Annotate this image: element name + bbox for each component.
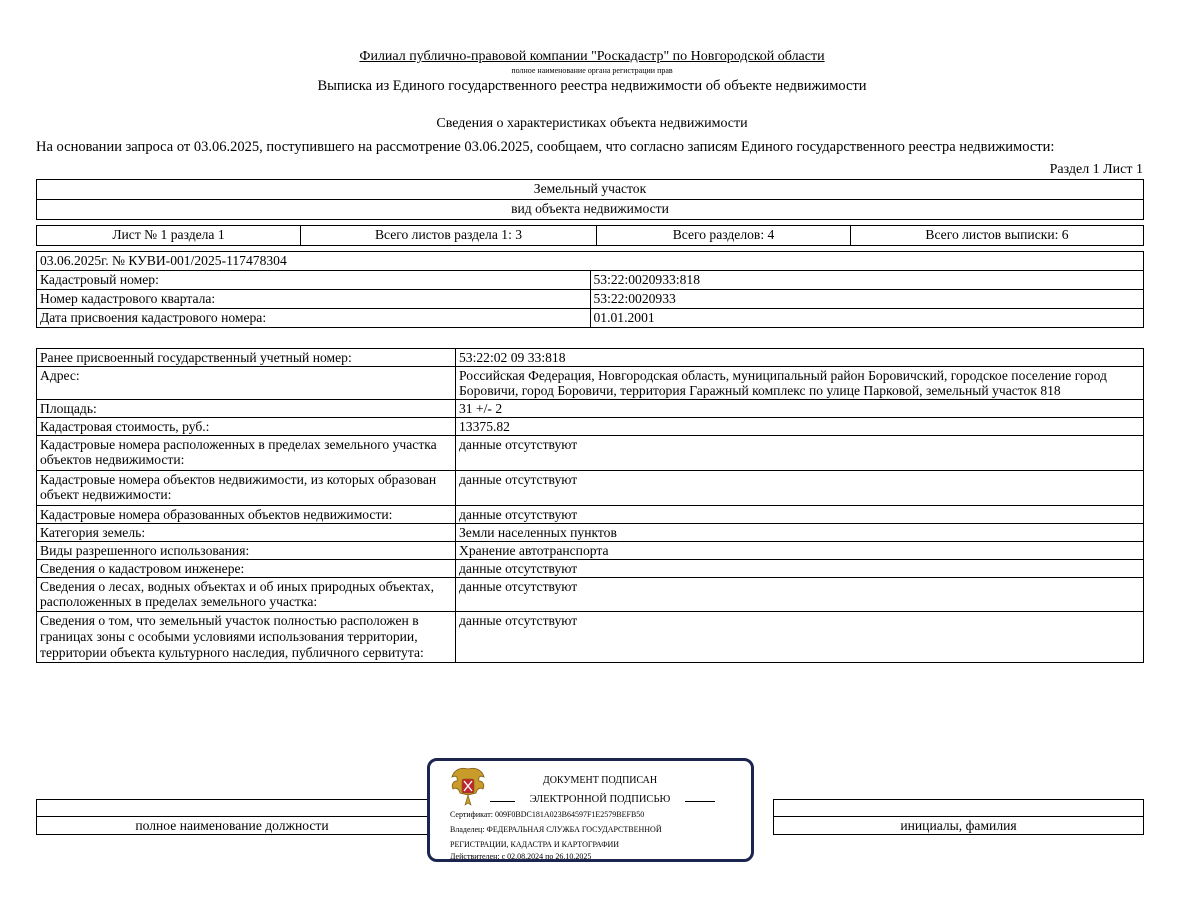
total-sections: Всего разделов: 4 [597,226,851,246]
object-type-caption: вид объекта недвижимости [37,200,1144,220]
object-type: Земельный участок [37,180,1144,200]
row-value: 01.01.2001 [590,309,1144,328]
stamp-owner-line2: РЕГИСТРАЦИИ, КАДАСТРА И КАРТОГРАФИИ [450,840,620,849]
registration-table [36,251,1144,328]
table-row [37,271,1144,290]
sheets-table [36,225,1144,246]
name-caption: инициалы, фамилия [774,817,1144,835]
document-subtitle: Сведения о характеристиках объекта недвижимости [436,116,748,131]
row-value: Хранение автотранспорта [456,542,1144,560]
row-label: Дата присвоения кадастрового номера: [37,309,591,328]
total-sheets-extract: Всего листов выписки: 6 [851,226,1144,246]
row-label: Сведения о том, что земельный участок полностью расположен в границах зоны с особыми условиями использования территории, территории объекта культурного наследия, публичного сервитута: [37,612,456,663]
table-row [37,309,1144,328]
table-row [37,436,1144,471]
request-text: На основании запроса от 03.06.2025, поступившего на рассмотрение 03.06.2025, сообщаем, что согласно записям Единого государственного реестра недвижимости: [36,139,1055,155]
sheet-number: Лист № 1 раздела 1 [37,226,301,246]
stamp-rule-left [490,801,515,802]
row-label: Кадастровые номера образованных объектов недвижимости: [37,506,456,524]
object-type-table [36,179,1144,220]
row-value: 53:22:0020933 [590,290,1144,309]
row-label: Сведения о лесах, водных объектах и об иных природных объектах, расположенных в пределах земельного участка: [37,578,456,612]
name-field [774,800,1144,817]
document-title: Выписка из Единого государственного реестра недвижимости об объекте недвижимости [317,78,867,94]
row-label: Кадастровые номера расположенных в пределах земельного участка объектов недвижимости: [37,436,456,471]
row-value: данные отсутствуют [456,612,1144,663]
table-row [37,471,1144,506]
org-name: Филиал публично-правовой компании "Роскадастр" по Новгородской области [359,49,825,64]
stamp-title-line1: ДОКУМЕНТ ПОДПИСАН [542,775,658,786]
org-caption: полное наименование органа регистрации прав [511,66,673,75]
row-label: Ранее присвоенный государственный учетный номер: [37,349,456,367]
total-sheets-section: Всего листов раздела 1: 3 [301,226,597,246]
row-label: Адрес: [37,367,456,400]
position-caption: полное наименование должности [37,817,428,835]
coat-of-arms-icon [448,765,488,809]
table-row [37,506,1144,524]
row-label: Сведения о кадастровом инженере: [37,560,456,578]
electronic-signature-stamp [427,758,754,862]
row-value: данные отсутствуют [456,506,1144,524]
table-row [37,560,1144,578]
row-value: данные отсутствуют [456,578,1144,612]
section-label: Раздел 1 Лист 1 [1049,162,1143,177]
row-value: 53:22:0020933:818 [590,271,1144,290]
row-label: Номер кадастрового квартала: [37,290,591,309]
row-value: 13375.82 [456,418,1144,436]
row-label: Виды разрешенного использования: [37,542,456,560]
position-field [37,800,428,817]
row-label: Категория земель: [37,524,456,542]
row-value: 31 +/- 2 [456,400,1144,418]
row-label: Кадастровая стоимость, руб.: [37,418,456,436]
table-row [37,542,1144,560]
table-row [37,367,1144,400]
row-value: данные отсутствуют [456,560,1144,578]
table-row [37,524,1144,542]
extract-number: 03.06.2025г. № КУВИ-001/2025-117478304 [37,252,1144,271]
stamp-validity: Действителен: с 02.08.2024 по 26.10.2025 [450,852,592,861]
row-label: Кадастровые номера объектов недвижимости, из которых образован объект недвижимости: [37,471,456,506]
row-value: Российская Федерация, Новгородская область, муниципальный район Боровичский, городское поселение город Боровичи, город Боровичи, территория Гаражный комплекс по улице Парковой, земельный участок 818 [456,367,1144,400]
table-row [37,578,1144,612]
row-value: данные отсутствуют [456,436,1144,471]
table-row [37,418,1144,436]
details-table [36,348,1144,663]
row-value: данные отсутствуют [456,471,1144,506]
stamp-title-line2: ЭЛЕКТРОННОЙ ПОДПИСЬЮ [529,794,671,805]
stamp-rule-right [685,801,715,802]
table-row [37,349,1144,367]
table-row [37,612,1144,663]
stamp-owner: Владелец: ФЕДЕРАЛЬНАЯ СЛУЖБА ГОСУДАРСТВЕННОЙ [450,825,662,834]
stamp-certificate: Сертификат: 009F0BDC181A023B64597F1E2579BEFB50 [450,810,645,819]
row-value: 53:22:02 09 33:818 [456,349,1144,367]
table-row [37,290,1144,309]
row-label: Площадь: [37,400,456,418]
row-label: Кадастровый номер: [37,271,591,290]
row-value: Земли населенных пунктов [456,524,1144,542]
table-row [37,400,1144,418]
